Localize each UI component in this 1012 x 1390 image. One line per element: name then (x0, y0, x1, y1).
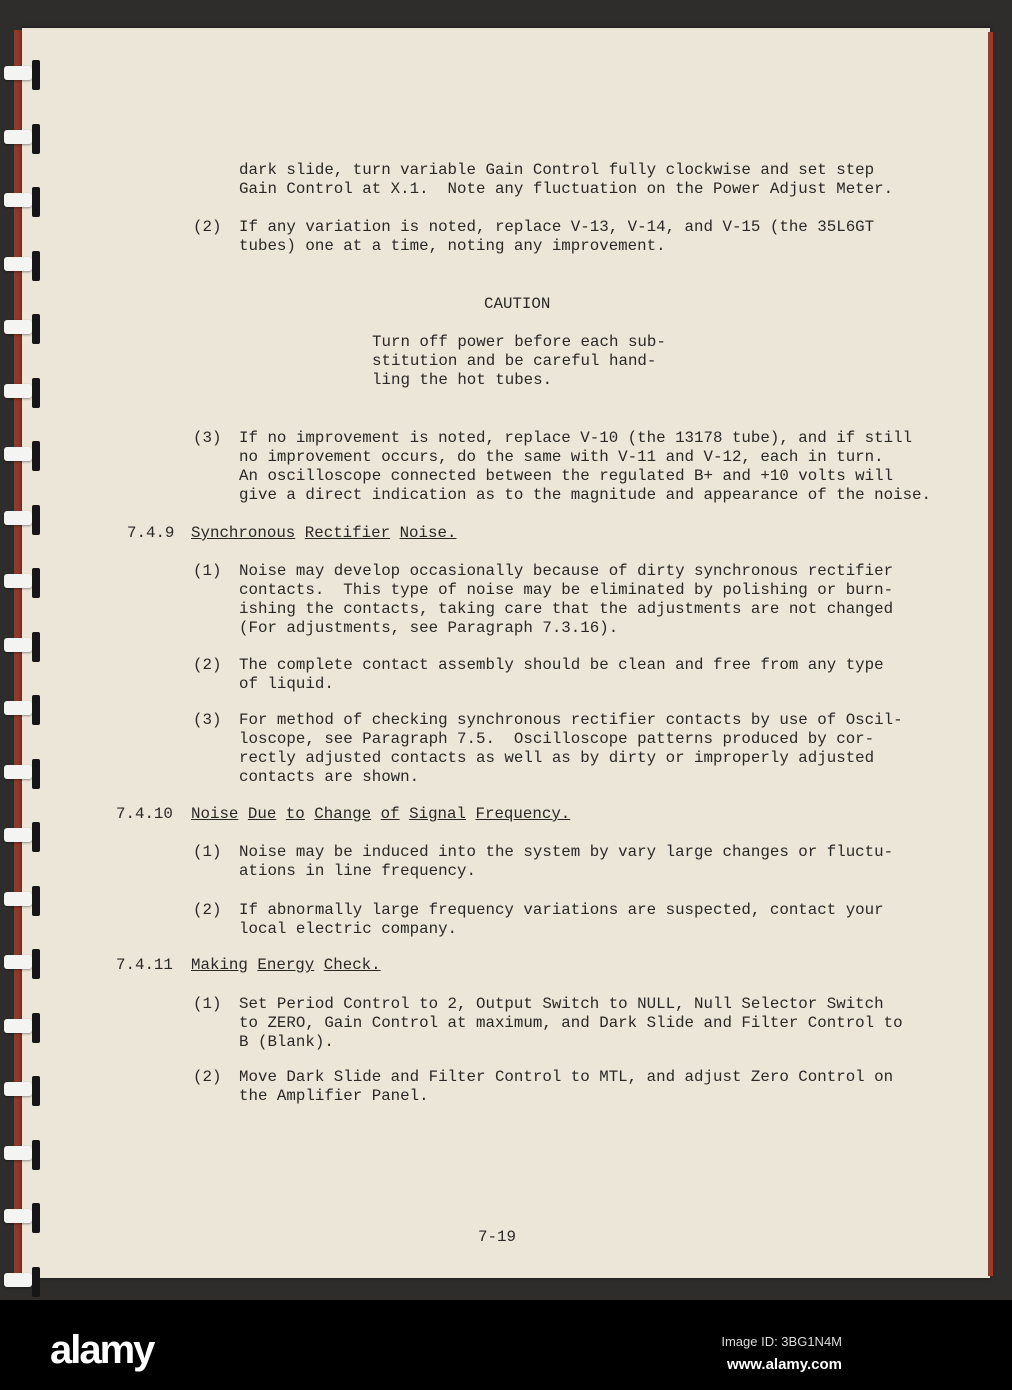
page-number: 7-19 (478, 1228, 516, 1246)
section-title-word: Signal (409, 805, 466, 823)
section-title-word: Noise. (399, 524, 457, 542)
paragraph-line: local electric company. (239, 920, 458, 938)
item-number: (2) (193, 656, 222, 674)
paragraph-line: Move Dark Slide and Filter Control to MTL, and adjust Zero Control on (239, 1068, 894, 1086)
binding-ring (4, 187, 38, 215)
site-url: www.alamy.com (726, 1356, 842, 1373)
alamy-logo: alamy (50, 1328, 154, 1372)
section-number: 7.4.11 (116, 956, 173, 974)
binding-ring (4, 124, 38, 152)
section-title-word: Due (247, 805, 277, 823)
paragraph-line: Gain Control at X.1. Note any fluctuation on the Power Adjust Meter. (239, 180, 894, 198)
binding-ring (4, 632, 38, 660)
binding-ring (4, 378, 38, 406)
section-number: 7.4.10 (116, 805, 173, 823)
binding-ring (4, 695, 38, 723)
paragraph-line: the Amplifier Panel. (239, 1087, 429, 1105)
binding-ring (4, 1267, 38, 1295)
section-title-word: Making (191, 956, 248, 974)
section-title (191, 805, 570, 824)
item-number: (3) (193, 711, 222, 729)
paragraph-line: For method of checking synchronous rectifier contacts by use of Oscil- (239, 711, 903, 729)
binding-ring (4, 759, 38, 787)
paragraph-line: An oscilloscope connected between the regulated B+ and +10 volts will (239, 467, 894, 485)
paragraph-line: ishing the contacts, taking care that the adjustments are not changed (239, 600, 894, 618)
section-title-word: Change (314, 805, 372, 823)
paragraph-line: If abnormally large frequency variations are suspected, contact your (239, 901, 884, 919)
binding-ring (4, 886, 38, 914)
section-title (191, 956, 381, 975)
item-number: (3) (193, 429, 222, 447)
paragraph-line: no improvement occurs, do the same with V-11 and V-12, each in turn. (239, 448, 884, 466)
paragraph-line: If any variation is noted, replace V-13, V-14, and V-15 (the 35L6GT (239, 218, 875, 236)
paragraph-line: Set Period Control to 2, Output Switch to NULL, Null Selector Switch (239, 995, 884, 1013)
paragraph-line: (For adjustments, see Paragraph 7.3.16). (239, 619, 619, 637)
binding-ring (4, 1013, 38, 1041)
paragraph-line: Noise may develop occasionally because of dirty synchronous rectifier (239, 562, 894, 580)
paragraph-line: dark slide, turn variable Gain Control fully clockwise and set step (239, 161, 875, 179)
paragraph-line: loscope, see Paragraph 7.5. Oscilloscope patterns produced by cor- (239, 730, 875, 748)
binding-ring (4, 505, 38, 533)
binding-ring (4, 251, 38, 279)
binding-ring (4, 1140, 38, 1168)
section-title-word: Frequency. (475, 805, 571, 823)
binding-ring (4, 1203, 38, 1231)
section-title-word: Noise (191, 805, 239, 823)
caution-text: ling the hot tubes. (372, 371, 553, 389)
item-number: (1) (193, 843, 222, 861)
binding-ring (4, 568, 38, 596)
paragraph-line: contacts are shown. (239, 768, 420, 786)
item-number: (1) (193, 562, 222, 580)
paragraph-line: Noise may be induced into the system by vary large changes or fluctu- (239, 843, 894, 861)
caution-heading: CAUTION (484, 295, 551, 313)
binding-ring (4, 949, 38, 977)
paragraph-line: rectly adjusted contacts as well as by dirty or improperly adjusted (239, 749, 875, 767)
section-title-word: Energy (257, 956, 315, 974)
paragraph-line: If no improvement is noted, replace V-10 (the 13178 tube), and if still (239, 429, 913, 447)
watermark-footer (0, 1300, 1012, 1390)
section-title (191, 524, 456, 543)
image-id: Image ID: 3BG1N4M (721, 1334, 842, 1349)
section-title-word: Rectifier (304, 524, 391, 542)
binding-ring (4, 822, 38, 850)
paragraph-line: ations in line frequency. (239, 862, 476, 880)
item-number: (2) (193, 901, 222, 919)
item-number: (2) (193, 1068, 222, 1086)
paragraph-line: tubes) one at a time, noting any improvement. (239, 237, 666, 255)
binding-ring (4, 60, 38, 88)
binding-ring (4, 441, 38, 469)
document-page (22, 28, 990, 1278)
paragraph-line: contacts. This type of noise may be eliminated by polishing or burn- (239, 581, 894, 599)
section-title-word: Check. (323, 956, 381, 974)
caution-text: Turn off power before each sub- (372, 333, 666, 351)
paragraph-line: give a direct indication as to the magnitude and appearance of the noise. (239, 486, 932, 504)
section-number: 7.4.9 (127, 524, 175, 542)
binding-ring (4, 314, 38, 342)
binding-ring (4, 1076, 38, 1104)
paragraph-line: to ZERO, Gain Control at maximum, and Dark Slide and Filter Control to (239, 1014, 903, 1032)
section-title-word: to (285, 805, 305, 823)
paragraph-line: B (Blank). (239, 1033, 334, 1051)
caution-text: stitution and be careful hand- (372, 352, 657, 370)
paragraph-line: of liquid. (239, 675, 334, 693)
paragraph-line: The complete contact assembly should be clean and free from any type (239, 656, 884, 674)
item-number: (2) (193, 218, 222, 236)
section-title-word: Synchronous (191, 524, 296, 542)
section-title-word: of (380, 805, 400, 823)
item-number: (1) (193, 995, 222, 1013)
cover-edge (988, 32, 993, 1276)
